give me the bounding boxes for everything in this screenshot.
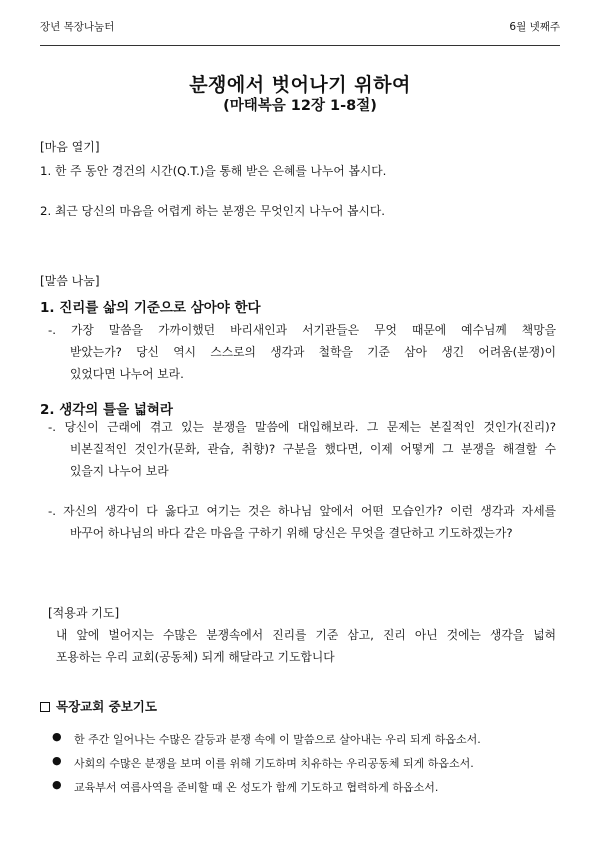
prayer-heading-text: 목장교회 중보기도: [56, 699, 157, 714]
point1-line2: 받았는가? 당신 역시 스스로의 생각과 철학을 기준 삼아 생긴 어려움(분쟁)이: [70, 345, 556, 359]
prayer-heading: [40, 697, 157, 715]
point1-line1: -. 가장 말씀을 가까이했던 바리새인과 서기관들은 무엇 때문에 예수님께 책망을: [48, 323, 556, 337]
open-heart-q2: 2. 최근 당신의 마음을 어렵게 하는 분쟁은 무엇인지 나누어 봅시다.: [40, 204, 386, 218]
prayer-item-text: 한 주간 일어나는 수많은 갈등과 분쟁 속에 이 말씀으로 살아내는 우리 되게 하옵소서.: [74, 733, 481, 746]
page-title: 분쟁에서 벗어나기 위하여: [189, 74, 411, 96]
point2b-line2: 바꾸어 하나님의 바다 같은 마음을 구하기 위해 당신은 무엇을 결단하고 기도하겠는가?: [70, 526, 513, 540]
page-subtitle: (마태복음 12장 1-8절): [223, 98, 377, 114]
point2a-line1: -. 당신이 근래에 겪고 있는 분쟁을 말씀에 대입해보라. 그 문제는 본질적인 것인가(진리)?: [48, 420, 556, 434]
point1-line3: 있었다면 나누어 보라.: [70, 367, 184, 381]
checkbox-square-icon: [40, 702, 50, 712]
header-left: 장년 목장나눔터: [40, 21, 115, 33]
point2a-line2: 비본질적인 것인가(문화, 관습, 취향)? 구분을 했다면, 이제 어떻게 그 분쟁을 해결할 수: [70, 442, 556, 456]
prayer-item-text: 교육부서 여름사역을 준비할 때 온 성도가 함께 기도하고 협력하게 하옵소서.: [74, 781, 439, 794]
bullet-icon: ●: [52, 778, 62, 791]
point2b-line1: -. 자신의 생각이 다 옳다고 여기는 것은 하나님 앞에서 어떤 모습인가? 이런 생각과 자세를: [48, 504, 556, 518]
apply-heading: [적용과 기도]: [48, 606, 120, 620]
bullet-icon: ●: [52, 754, 62, 767]
point1-title: 1. 진리를 삶의 기준으로 삼아야 한다: [40, 300, 261, 316]
point2a-line3: 있을지 나누어 보라: [70, 464, 169, 478]
open-heart-q1: 1. 한 주 동안 경건의 시간(Q.T.)을 통해 받은 은혜를 나누어 봅시다.: [40, 164, 387, 178]
bullet-icon: ●: [52, 730, 62, 743]
prayer-item-text: 사회의 수많은 분쟁을 보며 이를 위해 기도하며 치유하는 우리공동체 되게 하옵소서.: [74, 757, 474, 770]
open-heart-heading: [마음 열기]: [40, 140, 100, 154]
point2-title: 2. 생각의 틀을 넓혀라: [40, 402, 173, 418]
header-right: 6월 넷째주: [509, 21, 560, 33]
apply-line1: 내 앞에 벌어지는 수많은 분쟁속에서 진리를 기준 삼고, 진리 아닌 것에는 생각을 넓혀: [56, 628, 556, 642]
page-header: [40, 12, 560, 46]
apply-line2: 포용하는 우리 교회(공동체) 되게 해달라고 기도합니다: [56, 650, 335, 664]
word-share-heading: [말씀 나눔]: [40, 274, 100, 288]
